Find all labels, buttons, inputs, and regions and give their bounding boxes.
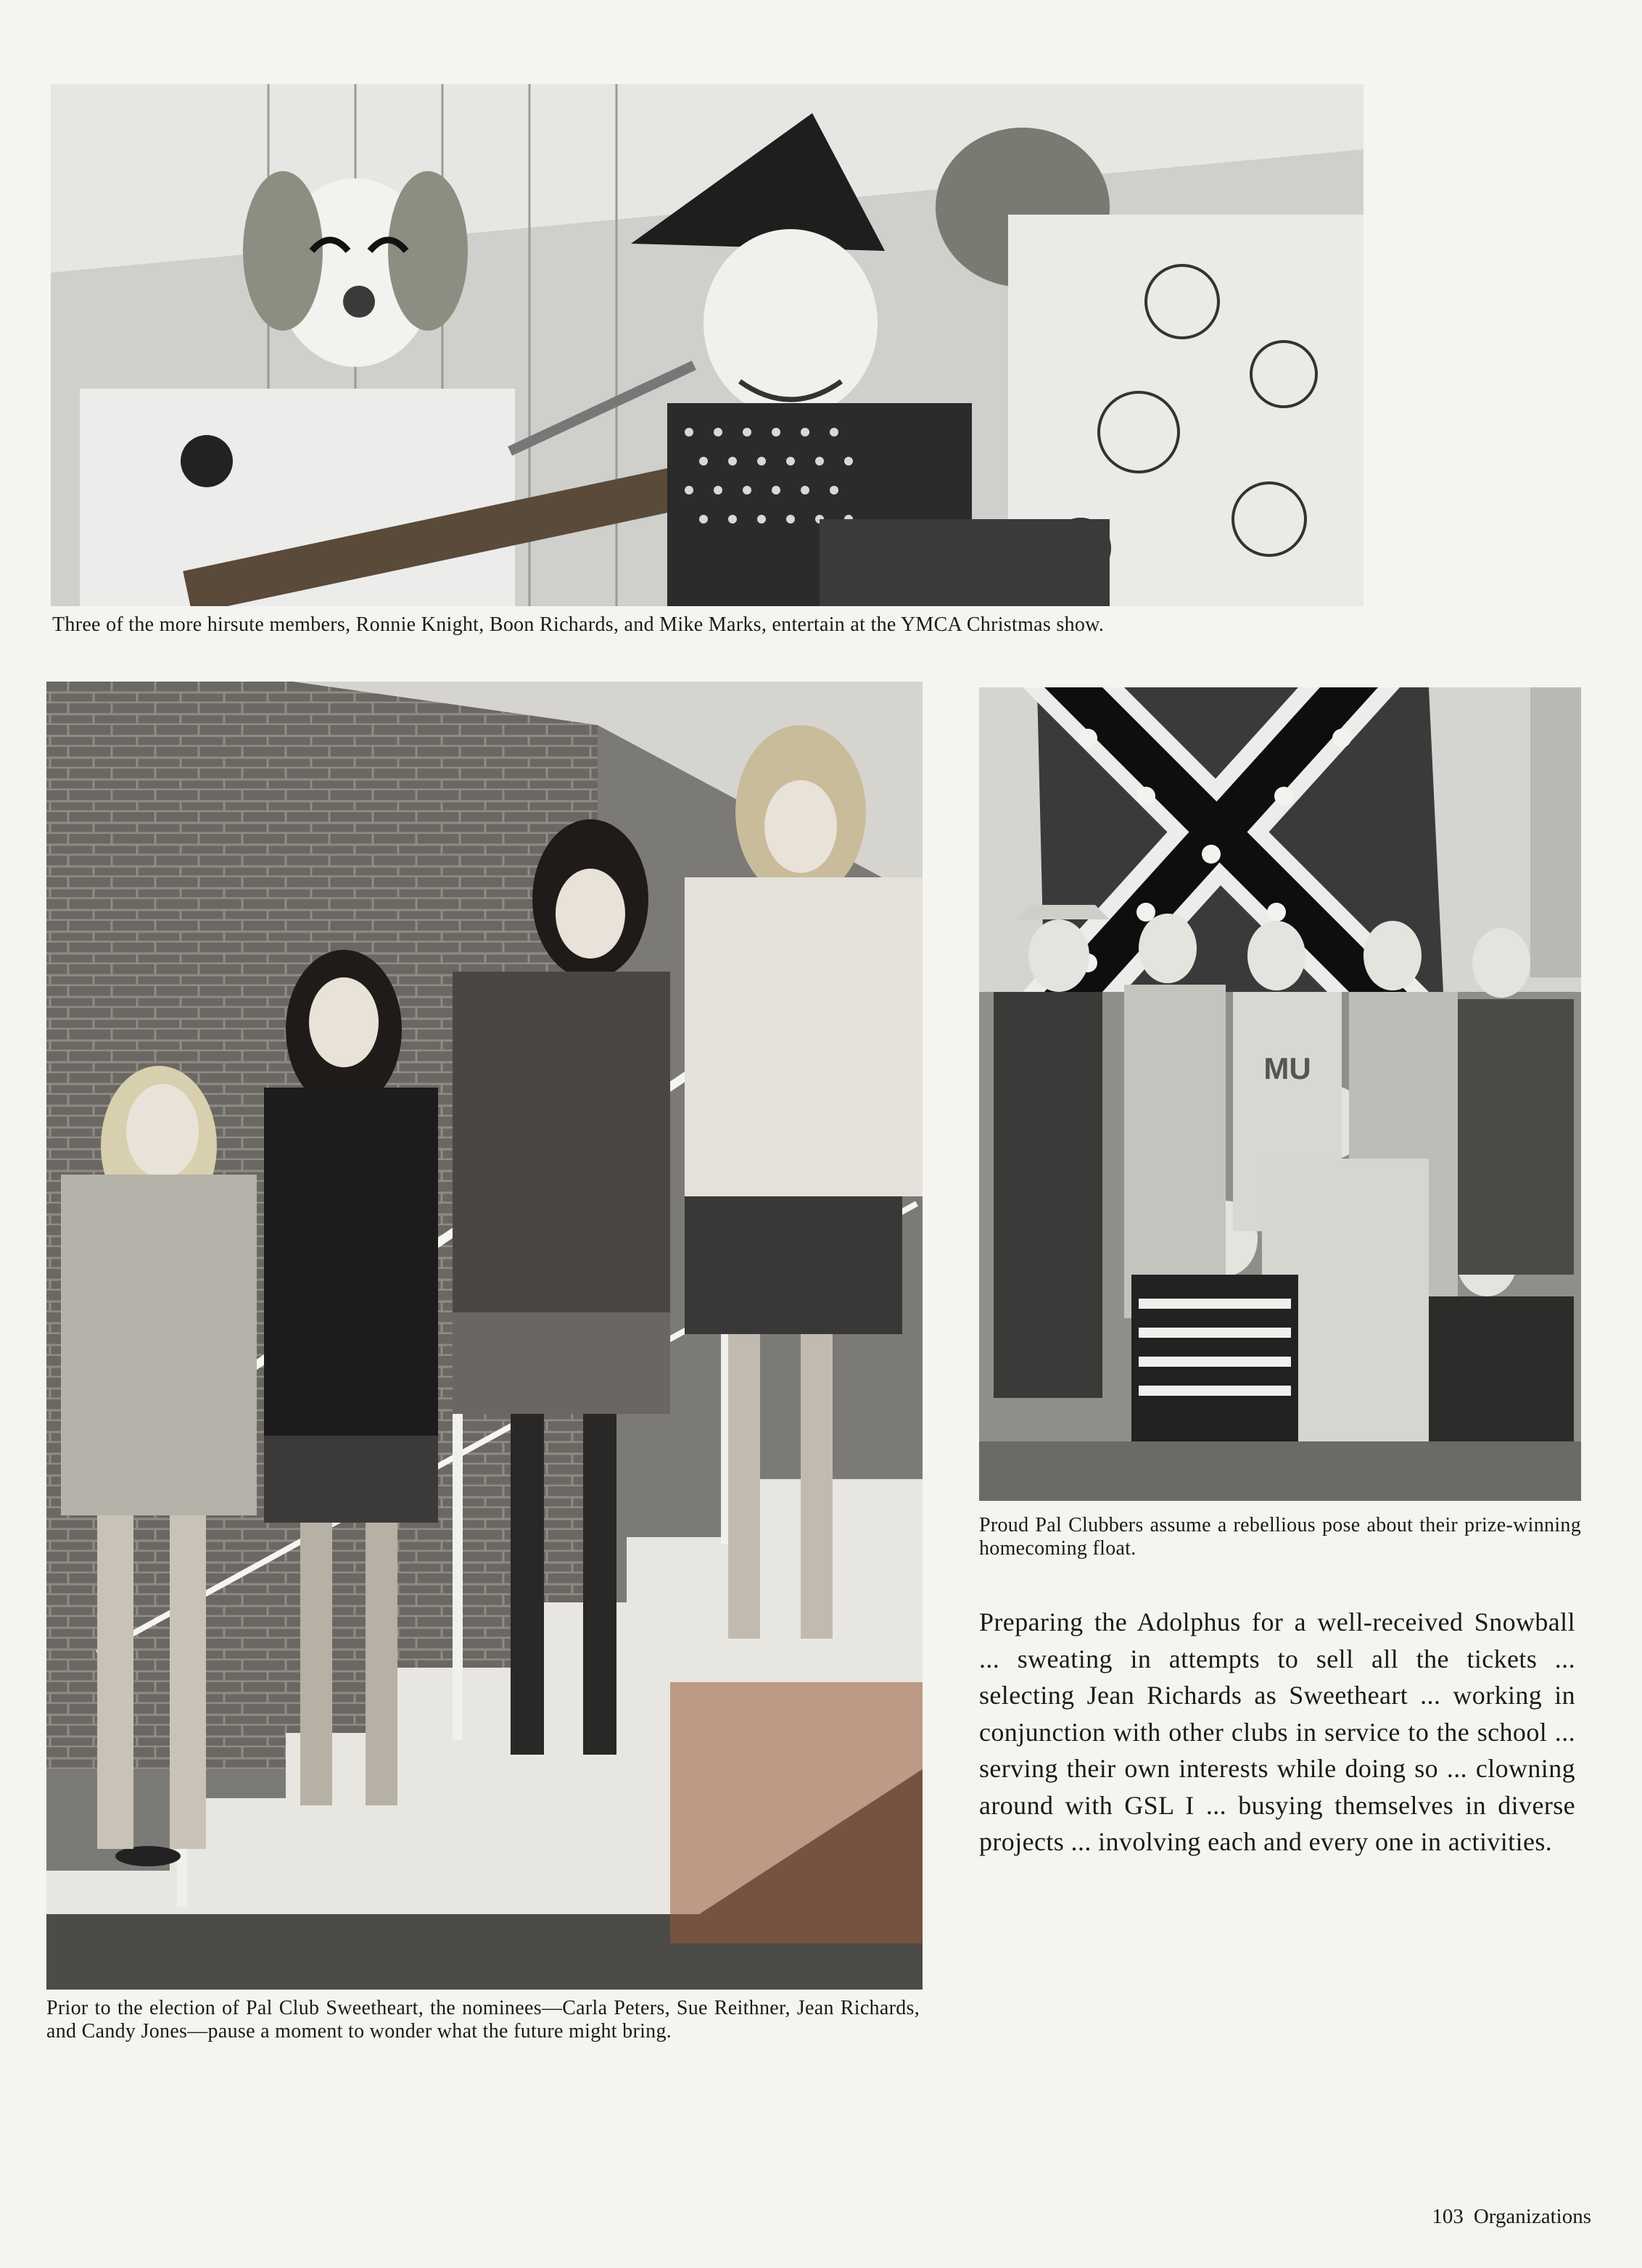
clowns-with-guitars-photo	[51, 84, 1363, 606]
body-paragraph: Preparing the Adolphus for a well-received Snowball ... sweating in attempts to sell all the tickets ... selecting Jean Richards as Sweetheart ... working in conjunction with other clubs in service to the school ... serving their own interests while doing so ... clowning around with GSL I ... busying themselves in diverse projects ... involving each and every one in activities.	[979, 1607, 1575, 1856]
nominees-on-staircase-photo	[46, 682, 923, 1990]
page-footer	[1363, 2204, 1591, 2229]
group-before-float-photo	[979, 687, 1581, 1501]
mu-shirt-text: MU	[1263, 1051, 1311, 1085]
float-photo-caption: Proud Pal Clubbers assume a rebellious pose about their prize-winning homecoming float.	[979, 1514, 1581, 1560]
top-photo-caption: Three of the more hirsute members, Ronnie Knight, Boon Richards, and Mike Marks, entertain at the YMCA Christmas show.	[52, 613, 1105, 636]
section-name: Organizations	[1473, 2205, 1591, 2228]
stairs-photo-caption: Prior to the election of Pal Club Sweetheart, the nominees—Carla Peters, Sue Reithner, Jean Richards, and Candy Jones—pause a moment to wonder what the future might bring.	[46, 1997, 920, 2043]
page-number: 103	[1432, 2205, 1464, 2228]
